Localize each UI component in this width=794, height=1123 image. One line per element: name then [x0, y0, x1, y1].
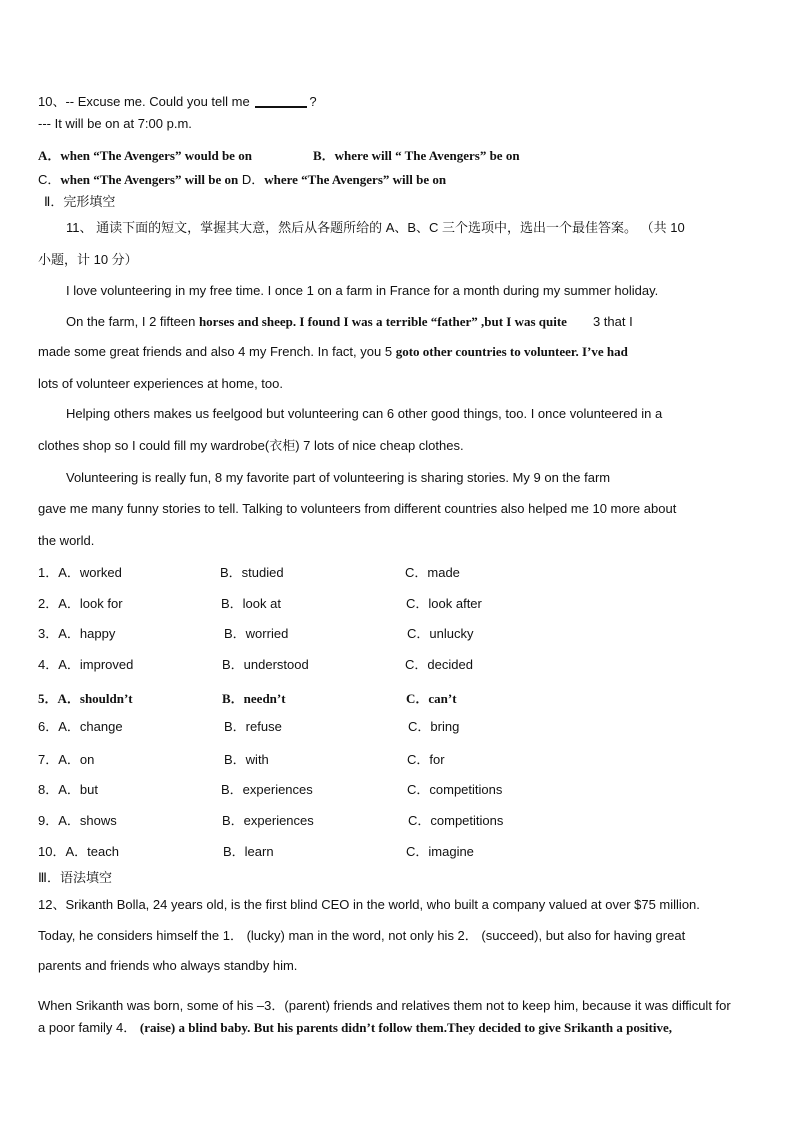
option-a: 1．A．worked: [38, 565, 122, 580]
grammar-line: Today, he considers himself the 1． (lucky) man in the word, not only his 2． (succeed), but also for having great: [38, 928, 686, 943]
option-c: C．for: [407, 752, 445, 767]
option-a: 3．A．happy: [38, 626, 116, 641]
passage-line: lots of volunteer experiences at home, too.: [38, 376, 283, 391]
option-a: 6．A．change: [38, 719, 123, 734]
option-c: C．competitions: [408, 813, 504, 828]
option-a: 5．A．shouldn’t: [38, 691, 133, 706]
option-c: C．unlucky: [407, 626, 474, 641]
q10-question: 10、-- Excuse me. Could you tell me ?: [38, 94, 317, 109]
passage-line: the world.: [38, 533, 95, 548]
passage-line: I love volunteering in my free time. I once 1 on a farm in France for a month during my summer holiday.: [66, 283, 659, 298]
q10-option-a: A．when “The Avengers” would be on: [38, 148, 252, 163]
option-a: 8．A．but: [38, 782, 98, 797]
option-a: 9．A．shows: [38, 813, 117, 828]
section-2-instructions-cont: 小题，计 10 分）: [38, 252, 138, 267]
option-b: B．experiences: [222, 813, 314, 828]
passage-line: gave me many funny stories to tell. Talking to volunteers from different countries also helped me 10 more about: [38, 501, 677, 516]
grammar-line: a poor family 4． (raise) a blind baby. But his parents didn’t follow them.They decided to give Srikanth a positive,: [38, 1020, 672, 1035]
option-a: 2．A．look for: [38, 596, 123, 611]
option-a: 4．A．improved: [38, 657, 134, 672]
option-c: C．competitions: [407, 782, 503, 797]
option-b: B．look at: [221, 596, 281, 611]
q10-option-c-d: C．when “The Avengers” will be on D．where “The Avengers” will be on: [38, 172, 447, 187]
grammar-line: parents and friends who always standby him.: [38, 958, 298, 973]
option-b: B．understood: [222, 657, 309, 672]
option-c: C．can’t: [406, 691, 457, 706]
option-c: C．look after: [406, 596, 482, 611]
option-a: 7．A．on: [38, 752, 95, 767]
option-b: B．studied: [220, 565, 284, 580]
passage-line: Helping others makes us feelgood but volunteering can 6 other good things, too. I once volunteered in a: [66, 406, 663, 421]
option-b: B．worried: [224, 626, 289, 641]
option-b: B．learn: [223, 844, 274, 859]
passage-line: Volunteering is really fun, 8 my favorite part of volunteering is sharing stories. My 9 on the farm: [66, 470, 611, 485]
section-3-title: Ⅲ．语法填空: [38, 870, 112, 885]
option-c: C．bring: [408, 719, 460, 734]
grammar-line: When Srikanth was born, some of his –3．(parent) friends and relatives them not to keep him, because it was difficult for: [38, 998, 731, 1013]
option-b: B．experiences: [221, 782, 313, 797]
option-c: C．made: [405, 565, 460, 580]
passage-line: On the farm, I 2 fifteen horses and sheep. I found I was a terrible “father” ,but I was quite 3 that I: [66, 314, 633, 329]
grammar-line: 12、Srikanth Bolla, 24 years old, is the first blind CEO in the world, who built a company valued at over $75 million.: [38, 897, 700, 912]
section-2-title: Ⅱ．完形填空: [44, 194, 116, 209]
option-c: C．imagine: [406, 844, 474, 859]
option-b: B．refuse: [224, 719, 282, 734]
option-c: C．decided: [405, 657, 473, 672]
passage-line: made some great friends and also 4 my French. In fact, you 5 goto other countries to volunteer. I’ve had: [38, 344, 628, 359]
q10-option-b: B．where will “ The Avengers” be on: [313, 148, 520, 163]
q10-answer-line: --- It will be on at 7:00 p.m.: [38, 116, 192, 131]
option-b: B．with: [224, 752, 269, 767]
section-2-instructions: 11、 通读下面的短文，掌握其大意，然后从各题所给的 A、B、C 三个选项中，选出一个最佳答案。 （共 10: [66, 220, 685, 235]
passage-line: clothes shop so I could fill my wardrobe(衣柜) 7 lots of nice cheap clothes.: [38, 438, 464, 453]
answer-blank: [255, 98, 307, 108]
option-a: 10．A．teach: [38, 844, 119, 859]
option-b: B．needn’t: [222, 691, 286, 706]
